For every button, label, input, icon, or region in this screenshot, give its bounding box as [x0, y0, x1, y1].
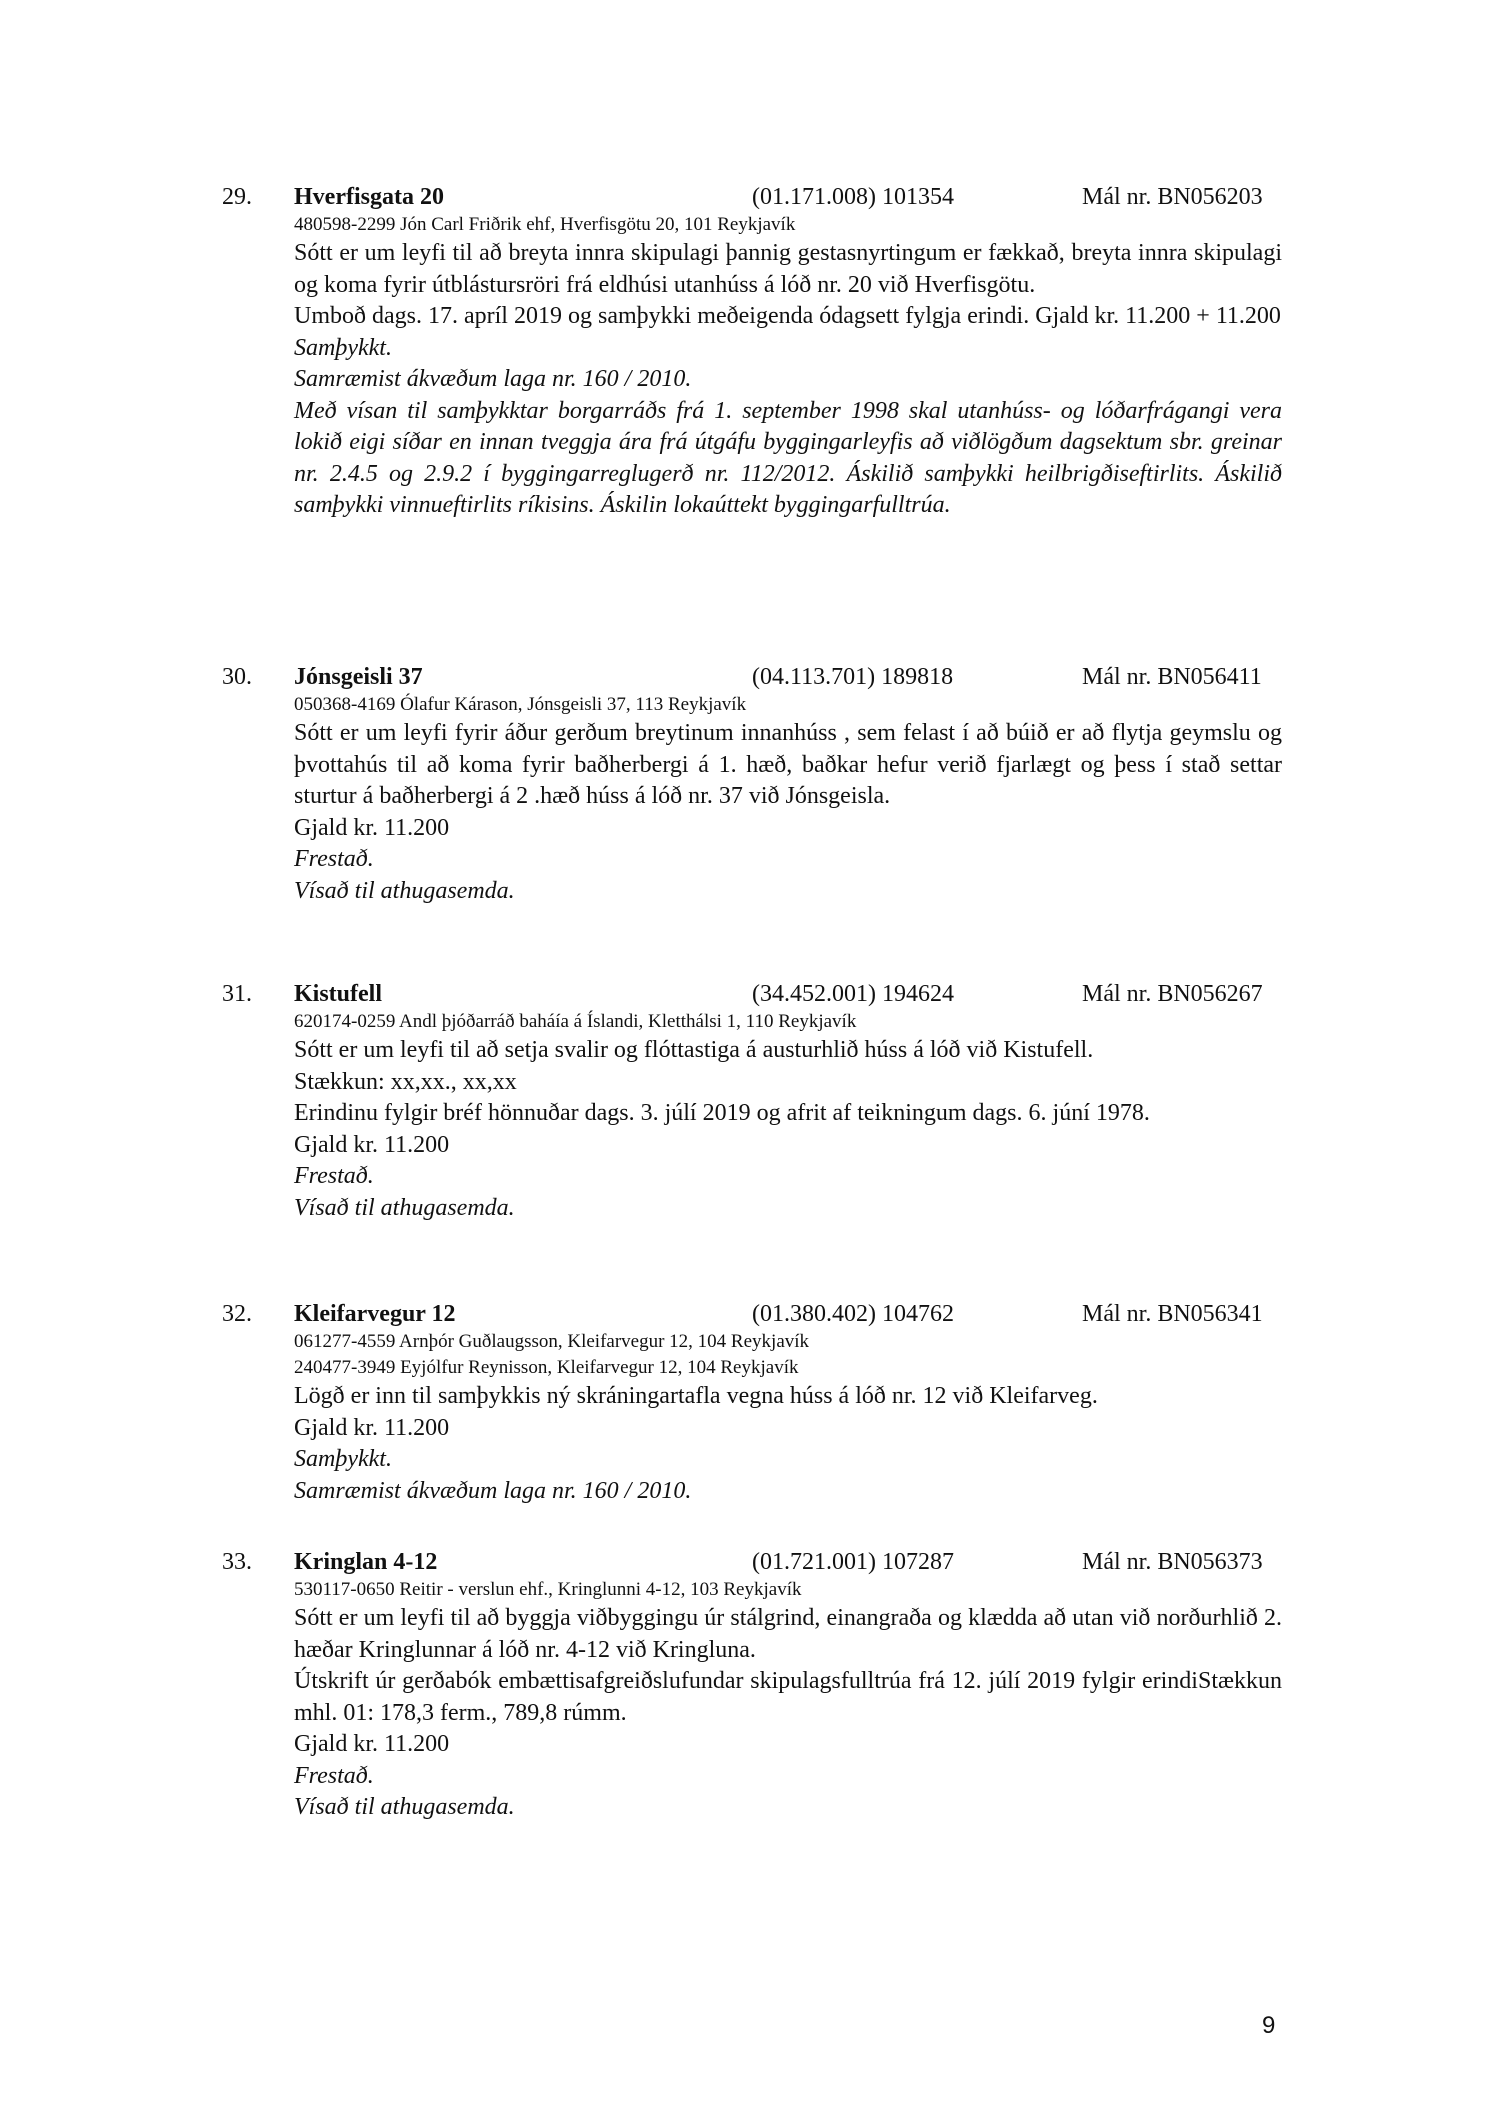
decision: Frestað.	[294, 1762, 374, 1789]
property-address: Kistufell	[294, 981, 382, 1007]
applicant: 530117-0650 Reitir - verslun ehf., Kringlunni 4-12, 103 Reykjavík	[294, 1579, 802, 1600]
case-entry-33	[222, 1547, 1282, 1824]
decision: Samþykkt.	[294, 1446, 392, 1472]
description: Sótt er um leyfi til að setja svalir og flóttastiga á austurhlið húss á lóð við Kistufell.	[294, 1037, 1094, 1063]
case-entry-31	[222, 979, 1282, 1224]
case-number: Mál nr. BN056341	[1082, 1301, 1263, 1327]
description: Sótt er um leyfi fyrir áður gerðum breytinum innanhúss , sem felast í að búið er að flytja geymslu og þvottahús til að koma fyrir baðherbergi á 1. hæð, baðkar hefur verið fjarlægt og þess í stað settar sturtur á baðherbergi á 2 .hæð húss á lóð nr. 37 við Jónsgeisla.	[294, 720, 1282, 809]
entry-header	[222, 1299, 1282, 1329]
case-entry-30	[222, 662, 1282, 907]
case-entry-29	[222, 182, 1282, 522]
entry-header	[222, 662, 1282, 692]
entry-number: 33.	[222, 1549, 252, 1575]
attachment-note: Útskrift úr gerðabók embættisafgreiðslufundar skipulagsfulltrúa frá 12. júlí 2019 fylgir erindiStækkun mhl. 01: 178,3 ferm., 789,8 rúmm.	[294, 1668, 1282, 1726]
entry-number: 30.	[222, 664, 252, 690]
property-address: Kleifarvegur 12	[294, 1301, 456, 1327]
page-number: 9	[1262, 2012, 1276, 2039]
entry-header	[222, 1547, 1282, 1577]
fee: Gjald kr. 11.200	[294, 814, 450, 841]
decision-note: Vísað til athugasemda.	[294, 1194, 515, 1221]
entry-number: 31.	[222, 981, 252, 1007]
applicant: 061277-4559 Arnþór Guðlaugsson, Kleifarvegur 12, 104 Reykjavík	[294, 1331, 810, 1352]
description: Lögð er inn til samþykkis ný skráningartafla vegna húss á lóð nr. 12 við Kleifarveg.	[294, 1383, 1098, 1409]
description: Sótt er um leyfi til að breyta innra skipulagi þannig gestasnyrtingum er fækkað, breyta innra skipulagi og koma fyrir útblástursröri frá eldhúsi utanhúss á lóð nr. 20 við Hverfisgötu.	[294, 240, 1282, 298]
decision-note: Vísað til athugasemda.	[294, 877, 515, 904]
entry-body	[222, 238, 1282, 522]
fee: Gjald kr. 11.200	[294, 1414, 450, 1441]
land-reference: (01.380.402) 104762	[752, 1301, 954, 1327]
decision-note: Samræmist ákvæðum laga nr. 160 / 2010.	[294, 366, 692, 392]
entry-body	[222, 1381, 1282, 1507]
property-address: Hverfisgata 20	[294, 184, 444, 210]
case-number: Mál nr. BN056373	[1082, 1549, 1263, 1575]
land-reference: (01.721.001) 107287	[752, 1549, 954, 1575]
attachment-note: Umboð dags. 17. apríl 2019 og samþykki meðeigenda ódagsett fylgja erindi. Gjald kr. 11.200 + 11.200	[294, 303, 1281, 329]
entry-header	[222, 182, 1282, 212]
case-entry-32	[222, 1299, 1282, 1507]
expansion-note: Stækkun: xx,xx., xx,xx	[294, 1068, 517, 1095]
case-number: Mál nr. BN056267	[1082, 981, 1263, 1007]
decision-note: Vísað til athugasemda.	[294, 1794, 515, 1820]
decision-note: Samræmist ákvæðum laga nr. 160 / 2010.	[294, 1477, 692, 1504]
case-number: Mál nr. BN056411	[1082, 664, 1262, 690]
decision: Frestað.	[294, 1163, 374, 1189]
fee: Gjald kr. 11.200	[294, 1131, 450, 1158]
attachment-note: Erindinu fylgir bréf hönnuðar dags. 3. júlí 2019 og afrit af teikningum dags. 6. júní 1978.	[294, 1100, 1150, 1126]
fee: Gjald kr. 11.200	[294, 1731, 450, 1757]
applicant: 050368-4169 Ólafur Kárason, Jónsgeisli 37, 113 Reykjavík	[294, 694, 747, 715]
decision: Frestað.	[294, 846, 374, 872]
decision-conditions: Með vísan til samþykktar borgarráðs frá 1. september 1998 skal utanhúss- og lóðarfrágangi vera lokið eigi síðar en innan tveggja ára frá útgáfu byggingarleyfis að viðlögðum dagsektum sbr. greinar nr. 2.4.5 og 2.9.2 í byggingarreglugerð nr. 112/2012. Áskilið samþykki heilbrigðiseftirlits. Áskilið samþykki vinnueftirlits ríkisins. Áskilin lokaúttekt byggingarfulltrúa.	[294, 397, 1282, 518]
land-reference: (34.452.001) 194624	[752, 981, 954, 1007]
case-number: Mál nr. BN056203	[1082, 184, 1263, 210]
entry-body	[222, 1035, 1282, 1224]
entry-number: 29.	[222, 184, 252, 210]
description: Sótt er um leyfi til að byggja viðbyggingu úr stálgrind, einangraða og klædda að utan við norðurhlið 2. hæðar Kringlunnar á lóð nr. 4-12 við Kringluna.	[294, 1605, 1282, 1663]
property-address: Jónsgeisli 37	[294, 664, 423, 690]
property-address: Kringlan 4-12	[294, 1549, 438, 1575]
land-reference: (04.113.701) 189818	[752, 664, 954, 690]
entry-body	[222, 1603, 1282, 1824]
applicant: 480598-2299 Jón Carl Friðrik ehf, Hverfisgötu 20, 101 Reykjavík	[294, 214, 796, 235]
applicant: 240477-3949 Eyjólfur Reynisson, Kleifarvegur 12, 104 Reykjavík	[294, 1357, 799, 1378]
entry-number: 32.	[222, 1301, 252, 1327]
entry-body	[222, 718, 1282, 907]
land-reference: (01.171.008) 101354	[752, 184, 954, 210]
decision: Samþykkt.	[294, 334, 392, 361]
entry-header	[222, 979, 1282, 1009]
applicant: 620174-0259 Andl þjóðarráð baháía á Íslandi, Kletthálsi 1, 110 Reykjavík	[294, 1011, 857, 1032]
